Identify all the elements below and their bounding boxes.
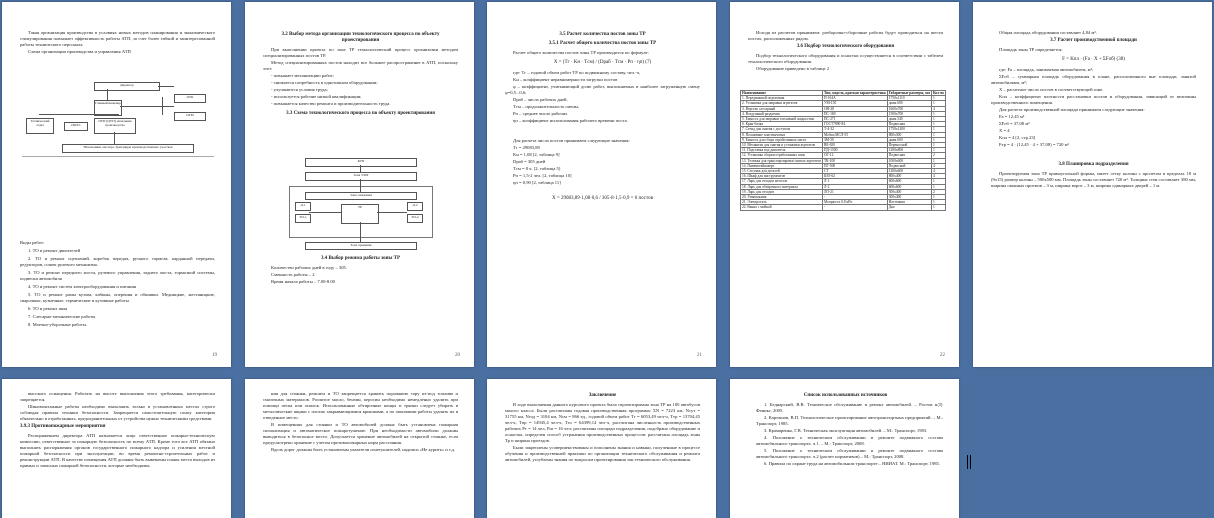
table-cell: 1 <box>931 117 945 122</box>
table-cell: 1 <box>931 127 945 132</box>
scheme-box-d2: Д-2 <box>407 202 423 211</box>
list-item: 6. ТО и ремонт шин <box>28 306 68 311</box>
table-cell: 1 <box>931 111 945 116</box>
list-item: - улучшаются условия труда; <box>271 87 328 92</box>
table-cell: 4 <box>931 106 945 111</box>
table-cell: 1 <box>931 148 945 153</box>
reference-item: 4. Положение о техническом обслуживании и ремонте подвижного состава автомобильного транспорта. ч.1. – М.: Транспорт, 2008. <box>756 435 943 446</box>
paragraph: Подбор технологического оборудования и оснастки осуществляется в соответствии с табелем технологического оборудования. <box>748 53 943 64</box>
table-cell: 500х400 <box>887 189 931 194</box>
definition: Dраб – число рабочих дней, <box>513 97 568 102</box>
section-heading: 3.8 Планировка подразделения <box>1058 162 1129 167</box>
paragraph: Сменность работы – 2 <box>271 272 315 277</box>
table-cell: ОН-28 <box>822 106 887 111</box>
table-cell: Мобил.МСЛ-55 <box>822 132 887 137</box>
paragraph: Общая площадь оборудования составляет 4,84 м². <box>999 30 1097 35</box>
table-cell: 1 <box>931 195 945 200</box>
table-cell: 9. Емкость для сбора отработанных масел <box>741 137 823 142</box>
scheme-box-storage: Зона хранения <box>305 242 417 250</box>
list-item: - повышается качество ремонта и производительность труда. <box>271 101 391 106</box>
table-cell: 2. Установка для заправки агрегатов <box>741 101 823 106</box>
list-item: 1. ТО и ремонт двигателей <box>28 248 81 253</box>
scheme-box-to2: ТО-2 <box>407 214 423 223</box>
table-cell: 1 <box>931 179 945 184</box>
definition: Kпл – коэффициент плотности расстановки постов и оборудования, зависящий от величины производственного помещения. <box>991 94 1196 105</box>
page-number: 21 <box>697 353 702 358</box>
connector <box>360 179 361 192</box>
page-24[interactable] <box>2 379 231 518</box>
page-number: 19 <box>212 353 217 358</box>
table-cell: Подвесная <box>887 122 931 127</box>
table-cell: 800х400 <box>887 174 931 179</box>
table-cell: 12. Установка сборки отработанных шин <box>741 153 823 158</box>
definition: Pп – среднее число рабочих <box>513 111 568 116</box>
page-22[interactable] <box>730 2 959 367</box>
table-cell: Переносной <box>887 143 931 148</box>
paragraph: Шиномонтажные работы необходимо выполнять только в установленных местах строго соблюдая правила техники безопасности. Запрещается самостоятельную полку категории обязательно в отработанных, предохранительных от устройства нужно техническими средствами. <box>20 404 215 421</box>
definition: φ – коэффициент, учитывающий долю работ, выполняемых в наиболее загруженную смену φ=0,5...0,6; <box>505 84 700 95</box>
given-value: Fа = 12,45 м² <box>999 114 1025 119</box>
table-cell: П-164А <box>822 96 887 101</box>
table-cell: 21. Электроталь <box>741 200 823 205</box>
table-cell: Габаритные размеры, мм <box>888 91 930 95</box>
connector <box>162 97 163 115</box>
table-cell: Наименование <box>741 91 823 96</box>
table-cell: 1750х1110 <box>887 96 931 101</box>
reference-item: 5. Положение о техническом обслуживании и ремонте подвижного состава автомобильного транспорта. ч.2 (расчет нормативов) – М.: Транспорт, 2008. <box>756 448 943 459</box>
paragraph: высокого оснащения. Работать на высоте выполнения этого требования, категорически запрещается. <box>20 391 215 402</box>
equipment-table <box>740 90 946 211</box>
table-cell: 1200х600 <box>887 169 931 174</box>
scheme-box-tr: ТР <box>341 204 379 224</box>
connector <box>309 212 341 213</box>
table-cell: 1. Передвижной подъемник <box>741 96 823 101</box>
table-cell: Л-2 <box>822 184 887 189</box>
table-cell: Подвесной <box>887 163 931 168</box>
paragraph: При выполнении проекта по зоне ТР технологический процесс организован методом специализированных постов ТР. <box>263 47 458 58</box>
table-cell: 3. Верстак слесарный <box>741 106 823 111</box>
table-cell: СТ <box>822 169 887 174</box>
table-cell: 800х300 <box>887 132 931 137</box>
table-cell: ПС-180 <box>822 111 887 116</box>
table-cell: 1 <box>931 101 945 106</box>
table-cell: 16. Шкаф для инструментов <box>741 174 823 179</box>
table-cell: 1 <box>931 132 945 137</box>
section-heading: 3.2 Выбор метода организации технологического процесса по объекту проектирования <box>281 32 440 43</box>
section-heading: 3.4 Выбор режима работы зоны ТР <box>321 256 400 261</box>
reference-item: 2. Карташов, В.П. Технологическое проектирование автотранспортных предприятий. – М.: Транспорт, 1985. <box>756 415 943 426</box>
connector <box>120 106 174 107</box>
table-cell: ЛО-21 <box>822 189 887 194</box>
reference-item: 1. Беднарский, В.В. Техническое обслуживание и ремонт автомобилей. – Ростов н/Д: Феникс, 2005. <box>756 402 943 413</box>
section-heading: 3.3 Схема технологического процесса по объекту проектирования <box>286 111 435 116</box>
table-cell: ПД-1500 <box>822 148 887 153</box>
table-cell: 1750х1200 <box>887 127 931 132</box>
diagram-box-omts: ОМТС <box>64 122 88 131</box>
scheme-box-d1: Д-1 <box>295 202 311 211</box>
table-row <box>741 205 946 210</box>
list-item: 4. ТО и ремонт систем электрооборудования и питания <box>28 284 137 289</box>
table-cell: 20. Умывальник <box>741 195 823 200</box>
table-cell: 1500х700 <box>887 111 931 116</box>
table-cell: 1 <box>931 205 945 210</box>
table-cell: 1 <box>931 122 945 127</box>
table-cell: ГОСТ7890-84 <box>822 122 887 127</box>
definition: X – расчетное число постов в соответствующей зоне. <box>999 87 1104 92</box>
table-cell: 300х400 <box>887 195 931 200</box>
table-cell: 4. Воздушный раздатчик <box>741 111 823 116</box>
section-heading: Заключение <box>588 393 617 398</box>
table-cell: ПГ-500 <box>822 163 887 168</box>
table-cell: 7. Стенд для снятия с доступом <box>741 127 823 132</box>
table-cell: - <box>822 195 887 200</box>
list-item: 5. ТО и ремонт рамы кузова, кабины, оперения и обшивки. Медницкие, жестяницкие, сварочные, кузнечные, термические и кузовные работы <box>20 292 215 303</box>
table-cell: ОГ-12 <box>822 153 887 158</box>
section-heading: 3.5 Расчет количества постов зоны ТР <box>559 32 646 37</box>
connector <box>360 165 361 172</box>
section-heading: Список использованных источников <box>803 393 888 398</box>
table-cell: 1 <box>931 200 945 205</box>
table-cell: диам.600 <box>887 137 931 142</box>
paragraph: Площадь зоны ТР определяется: <box>999 47 1063 52</box>
table-cell: - <box>822 205 887 210</box>
scheme-box-zone-wait: Зона ожидания <box>305 192 417 200</box>
table-cell: Т-4-32 <box>822 127 887 132</box>
given-value: ΣFоб = 37,08 м² <box>999 121 1030 126</box>
subsection-heading: 3.5.1 Расчет общего количества постов зоны ТР <box>548 41 657 46</box>
list-item: 2. ТО и ремонт сцеплений, коробок передач, ручного тормоза, карданной передачи, редукторов, сошек рулевого механизма. <box>20 256 215 267</box>
text-cursor-icon <box>967 455 971 469</box>
table-cell: 1200х800 <box>887 148 931 153</box>
table-cell: ТК-100 <box>822 158 887 163</box>
table-cell: 13. Тележка для транспортировки снятых агрегатов <box>742 158 821 163</box>
formula: F = Kпл · (Fа · X + ΣFоб) (38) <box>1062 57 1125 62</box>
diagram-box-tech-dept: Технический отдел <box>26 118 54 134</box>
table-cell: 14. Пневмогайковерт <box>741 163 823 168</box>
definition: ηп – коэффициент использования рабочего времени поста. <box>513 118 628 123</box>
table-cell: диам.540 <box>887 117 931 122</box>
table-cell: ШО-62 <box>822 174 887 179</box>
diagram-box-otk: ОТК <box>174 94 206 103</box>
list-item: - используется рабочие низкой квалификации; <box>271 94 362 99</box>
scheme-box-zone: Зона УМР <box>305 172 417 181</box>
paragraph: ния для стоянки, ремонта и ТО запрещается хранить порожнюю тару из-под топлива и смазочных материалов. Разлитое масло, бензин, керосин необходимо немедленно удалить при помощи песка или опилок. Использованные обтирочные концы и тряпки следует убирать в металлические ящики с плотно закрывающимися крышками, а по окончании работы удалять их в отведенное место. <box>263 391 458 420</box>
table-cell: 18. Ларь для обтирочного материала <box>741 184 823 189</box>
given-value: ηп = 0,90 [2, таблица 11] <box>513 180 561 185</box>
page-number: 20 <box>455 353 460 358</box>
page-19[interactable] <box>2 2 231 367</box>
table-cell: Л-1 <box>822 179 887 184</box>
list-item: - повышает механизацию работ; <box>271 73 335 78</box>
connector <box>114 132 115 144</box>
diagram-box-workers: Начальники, мастера, бригадиры производственных участков <box>62 144 194 153</box>
page-number: 22 <box>940 353 945 358</box>
table-cell: 1000х600 <box>887 158 931 163</box>
table-cell: Дно <box>887 205 931 210</box>
diagram-caption: Схема организации производства и управления АТП <box>28 49 131 54</box>
table-cell: 2 <box>931 153 945 158</box>
given-value: Pп = 1,5-2 чел. [2, таблица 10] <box>513 173 572 178</box>
table-cell: 22. Ванна с мойкой <box>741 205 823 210</box>
connector <box>360 222 361 242</box>
formula: X = (Tг · Kн · Tсм) / (Dраб · Tсм · Pп · ηп) (7) <box>553 60 652 65</box>
diagram-box-ocup: ОУП (ЦУП) начальник производства <box>94 118 136 134</box>
table-cell: Подвесная <box>887 153 931 158</box>
diagram-box-chief-engineer: Главный инженер <box>94 100 122 116</box>
given-value: Tсм = 8 ч. [2, таблица 5] <box>513 166 561 171</box>
page-20[interactable] <box>245 2 474 367</box>
paragraph: Распоряжением директора АТП назначается лицо ответственное пожарно-техническую комиссию, ответственное за пожарную безопасность по всему АТП. Кроме того все АТП обязано выполнять распоряжения органов государственного пожарного надзора и усиления местной пожарной безопасности при эксплуатации, во время ремонтно-строительных работ и реконструкции АТП. В качестве помещения АТП должны быть вывешены планы места выходов из прямых и запасных пожарной безопасности, которые необходимы. <box>20 433 215 468</box>
table-cell: 15. Стеллаж для деталей <box>741 169 823 174</box>
connector <box>39 114 119 115</box>
connector <box>107 89 108 100</box>
given-value: Kпл = 4 [2, стр.23] <box>999 135 1036 140</box>
table-cell: 1 <box>931 158 945 163</box>
definition: Kн – коэффициент неравномерности загрузки постов <box>513 77 618 82</box>
table-cell: 1 <box>931 143 945 148</box>
paragraph: Исходя из расчетов принимаем: разборочно-сборочные работы будут проводиться на шести постах, расположенных рядом. <box>748 30 943 41</box>
table-cell: ПС-271 <box>822 117 887 122</box>
table-cell: 600х600 <box>887 184 931 189</box>
definition: где: Fа – площадь, занимаемая автомобилем, м²; <box>999 67 1094 72</box>
table-cell: Тип, модель, краткая характеристика <box>823 91 886 95</box>
table-cell: 1600х700 <box>887 106 931 111</box>
section-heading: 3.7 Расчет производственной площади <box>1050 38 1137 43</box>
diagram-frame <box>22 156 214 157</box>
paragraph: Вдоль дорог должны быть установлены указатели огнетушителей, надписи «Не курить» и т.д. <box>271 447 456 452</box>
connector <box>158 86 174 87</box>
section-heading: 3.6 Подбор технологического оборудования <box>796 44 895 49</box>
table-cell: 1 <box>931 184 945 189</box>
table-cell: 2 <box>931 189 945 194</box>
scheme-box-ktp: КТП <box>305 158 417 167</box>
diagram-box-ogm: ОГМ <box>174 112 206 121</box>
paragraph: Проектируемая зона ТР прямоугольной формы, имеет сетку колонн с пролетом в пределах 18 м (9х15) размер колонн – 500х500 мм. Площадь зоны составляет 720 м². Толщина стен составляет 380 мм, ширина оконных проемов – 3 м, ширина ворот – 3 м, ширина одинарных дверей – 1 м. <box>991 171 1196 188</box>
paragraph: Для расчета производственной площади принимаем следующие значения: <box>999 107 1145 112</box>
paragraph: В помещениях для стоянки и ТО автомобилей должна быть установлена пожарная сигнализация и автоматическое пожаротушение. При необходимости автомобили должны выводиться в безопасное место. Допускается хранение автомобилей на открытой стоянке, если предусмотрено хранение с учетом противопожарных норм расстояния. <box>263 422 458 445</box>
definition: Tсм – продолжительность смены, <box>513 104 580 109</box>
table-cell: 4 <box>931 174 945 179</box>
paragraph: Расчет общего количества постов зоны ТР производится по формуле: <box>513 50 649 55</box>
table-cell: 4 <box>931 169 945 174</box>
table-cell: диам.600 <box>887 101 931 106</box>
reference-item: 6. Правила по охране труда на автомобильном транспорте – НИИАТ. М.: Транспорт, 1985. <box>764 461 940 466</box>
definition: где: Tг – годовой объем работ ТР по подвижному составу, чел.-ч, <box>513 70 641 75</box>
table-cell: УМ-150 <box>822 101 887 106</box>
given-value: Dраб = 305 дней <box>513 159 546 164</box>
paragraph: Метод специализированных постов находит все большее распространение в АТП, поскольку этот: <box>263 60 458 71</box>
list-item: 3. ТО и ремонт переднего моста, рулевого управления, заднего моста, тормозной системы, подвески автомобиля <box>20 270 215 281</box>
table-cell: ВБ-650 <box>822 143 887 148</box>
connector <box>377 212 407 213</box>
table-cell: ЗМ-30 <box>822 137 887 142</box>
list-item: - снижается потребность в однотипном оборудовании; <box>271 80 378 85</box>
table-caption: Оборудование приведено в таблице 2 <box>756 66 830 71</box>
section-heading: 3.9.3 Противопожарные мероприятия <box>20 424 106 429</box>
page-21[interactable] <box>487 2 716 367</box>
table-cell: 10. Механизм для снятия и установки агрегатов <box>741 143 823 148</box>
definition: ΣFоб – суммарная площадь оборудования в плане, расположенного вне площади, занятой автомобилями, м²; <box>991 74 1196 85</box>
table-cell: Кол-во <box>932 91 945 95</box>
table-cell: Настенная <box>887 200 931 205</box>
page-26[interactable] <box>487 379 716 518</box>
paragraph: Были закреплены усовершенствованы и пополнены знания и навыки, полученные в процессе обучения и производственной практики по организации технического обслуживания и ремонта автомобилей, углублены знания по вопросам проектирования зон технического обслуживания. <box>505 445 700 462</box>
reference-item: 3. Крамаренко, Г.В. Техническая эксплуатация автомобилей. – М.: Транспорт, 1983. <box>764 428 928 433</box>
given-value: Fтр = 4 · (12,45 · 4 + 37,08) = 720 м² <box>999 142 1069 147</box>
paragraph: Время начала работы – 7.00-8.00 <box>271 279 335 284</box>
scheme-box-to1: ТО-1 <box>295 214 311 223</box>
table-cell: 1 <box>931 137 945 142</box>
paragraph: Количество рабочих дней в году – 305. <box>271 265 347 270</box>
page-27[interactable] <box>730 379 959 518</box>
table-cell: 6. Кран-балка <box>741 122 823 127</box>
table-cell: 19. Ларь для отходов <box>741 189 823 194</box>
page-23[interactable] <box>973 2 1212 367</box>
page-25[interactable] <box>245 379 474 518</box>
table-cell: 17. Ларь для отходов металла <box>741 179 823 184</box>
given-value: X = 4 <box>999 128 1010 133</box>
diagram-box-director: Директор <box>94 82 160 91</box>
given-value: Kн = 1,08 [2, таблица 9] <box>513 152 560 157</box>
list-item: 8. Моечно-уборочные работы. <box>28 322 87 327</box>
list-item: 7. Слесарно-механические работы <box>28 314 96 319</box>
paragraph: В ходе выполнения данного курсового проекта была спроектирована зона ТР на 100 автобусов малого класса. Были рассчитаны годовая производственная программа: ΣN = 7223 км, Nсут = 31755 км, Nгод = 3104 км, Nсм = 866 ед., годовой объем работ Tг = 6053,49 чел-ч, Tтр = 13704,45 чел-ч, Tпр = 14945,4 чел-ч, Tго = 64399,14 чел-ч, рассчитана численность производственных рабочих Pт = 14 чел, Pш = 16 чел; рассчитаны площади подразделения, подобрано оборудование и оснастка, определен способ устранения производственных процессов: рассчитана площадь зоны Тр и ширина проездов. <box>505 402 700 443</box>
table-cell: 8. Положение пластинчатых <box>741 132 823 137</box>
paragraph: Для расчета числа постов принимаем следующие значения: <box>513 138 630 143</box>
paragraph: Такая организация производства в условиях новых методов планирования и экономического стимулирования повышает эффективность работы АТП, за счет более гибкой и заинтересованной работы технического персонала. <box>20 30 215 47</box>
table-cell: 1 <box>931 96 945 101</box>
table-cell: Мощность 0,8 кВт <box>822 200 887 205</box>
table-cell: 5. Емкость для заправки топливной жидкостью <box>741 117 823 122</box>
table-cell: 4 <box>931 163 945 168</box>
table-cell: 11. Подставка под двигатель <box>741 148 823 153</box>
table-cell: 600х600 <box>887 179 931 184</box>
list-title: Виды работ: <box>20 240 45 245</box>
result-formula: X = 29083,89·1,08·0,6 / 305·8·1,5·0,9 = 6 постов <box>552 196 653 201</box>
given-value: Tг = 29083,89 <box>513 145 540 150</box>
